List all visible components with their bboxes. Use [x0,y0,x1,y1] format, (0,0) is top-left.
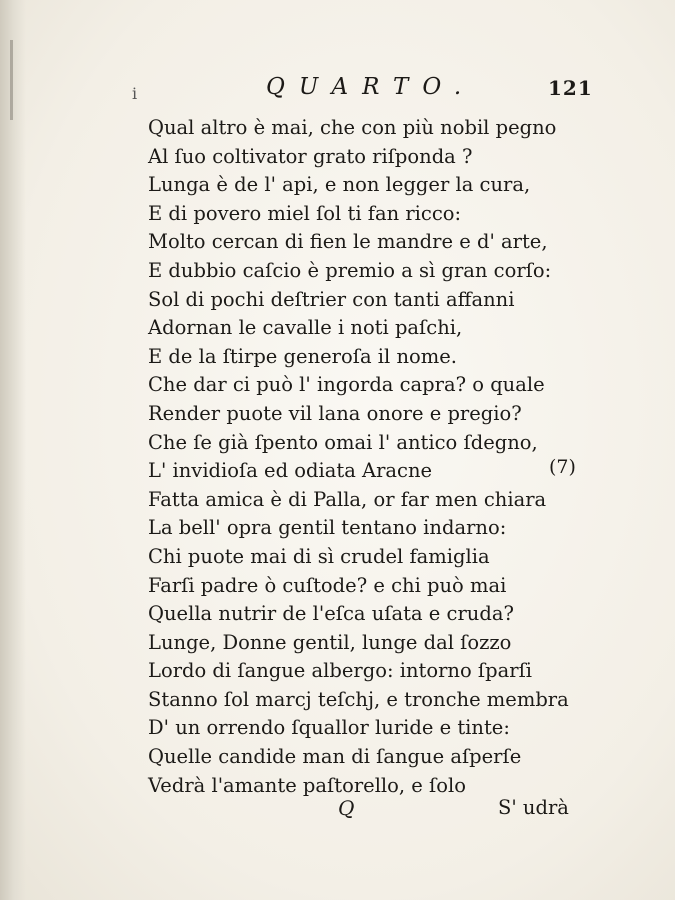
verse-line: Stanno ſol marcj teſchj, e tronche membra [148,687,569,711]
verse-line: Qual altro è mai, che con più nobil pegno [148,116,557,139]
binding-gutter [0,0,26,900]
verse-line: Fatta amica è di Palla, or far men chiara [148,487,547,511]
margin-mark: i [132,84,138,103]
verse-line: La bell' opra gentil tentano indarno: [148,516,507,540]
poem-text [148,114,569,800]
verse-line: Che dar ci può l' ingorda capra? o quale [148,373,545,397]
verse-line: Lunga è de l' api, e non legger la cura, [148,173,531,197]
verse-line: L' invidioſa ed odiata Aracne [148,459,433,483]
verse-line: Render puote vil lana onore e pregio? [148,401,522,425]
verse-line: Farſi padre ò cuſtode? e chi può mai [148,573,507,597]
verse-line: Che ſe già ſpento omai l' antico ſdegno, [148,430,538,454]
verse-line: Sol di pochi deſtrier con tanti affanni [148,287,515,311]
running-title: QUARTO. [266,74,476,100]
verse-line: E dubbio caſcio è premio a sì gran corſo: [148,258,552,282]
verse-line: Vedrà l'amante paſtorello, e ſolo [148,773,466,797]
verse-line: Quelle candide man di ſangue aſperſe [148,745,522,769]
verse-line: Molto cercan di fien le mandre e d' arte, [148,230,548,254]
page-number: 121 [548,76,593,100]
verse-line: Adornan le cavalle i noti paſchi, [148,316,463,340]
signature-mark: Q [338,796,355,820]
note-reference: (7) [549,456,576,478]
verse-line: Lordo di ſangue albergo: intorno ſparſi [148,659,533,683]
page-header [0,74,675,108]
verse-line: D' un orrendo ſquallor luride e tinte: [148,716,510,740]
verse-line: Lunge, Donne gentil, lunge dal ſozzo [148,630,512,654]
verse-line: E de la ſtirpe generoſa il nome. [148,344,457,368]
catchword: S' udrà [498,796,569,819]
verse-line: Chi puote mai di sì crudel famiglia [148,544,490,568]
verse-line: E di povero miel ſol ti fan ricco: [148,201,462,225]
verse-line: Quella nutrir de l'eſca uſata e cruda? [148,602,514,626]
verse-line: Al ſuo coltivator grato riſponda ? [148,144,473,168]
